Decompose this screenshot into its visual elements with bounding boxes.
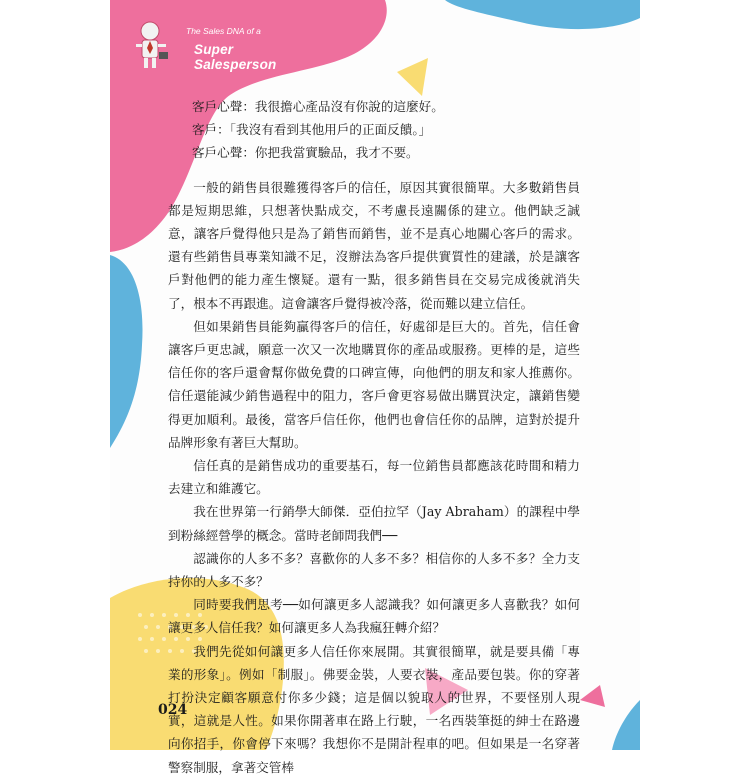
body-text: [168, 95, 580, 779]
quote-line: 客戶心聲：我很擔心產品沒有你說的這麼好。: [191, 99, 444, 114]
pink-triangle-corner: [580, 685, 605, 707]
book-logo: [128, 18, 288, 73]
blue-blob-bottom-right: [612, 700, 640, 750]
paragraph: 我在世界第一行銷學大師傑．亞伯拉罕（Jay Abraham）的課程中學到粉絲經營學的概念。當時老師問我們──: [168, 504, 580, 543]
paragraph: 同時要我們思考──如何讓更多人認識我？如何讓更多人喜歡我？如何讓更多人信任我？如何讓更多人為我瘋狂轉介紹？: [168, 597, 580, 636]
quote-line: 客戶心聲：你把我當實驗品，我才不要。: [191, 145, 419, 161]
blue-blob-left: [110, 255, 143, 448]
book-page: [110, 0, 640, 775]
paragraph: 信任真的是銷售成功的重要基石，每一位銷售員都應該花時間和精力去建立和維護它。: [168, 458, 580, 497]
blue-blob-top: [445, 0, 640, 29]
paragraph: 認識你的人多不多？喜歡你的人多不多？相信你的人多不多？全力支持你的人多不多？: [168, 550, 580, 590]
paragraph: 但如果銷售員能夠贏得客戶的信任，好處卻是巨大的。首先，信任會讓客戶更忠誠，願意一次又一次地購買你的產品或服務。更棒的是，這些信任你的客戶還會幫你做免費的口碑宣傳，向他們的朋友和家人推薦你。信任還能減少銷售過程中的阻力，客戶會更容易做出購買決定，讓銷售變得更加順利。最後，當客戶信任你，他們也會信任你的品牌，這對於提升品牌形象有著巨大幫助。: [168, 318, 580, 450]
paragraph: 我們先從如何讓更多人信任你來展開。其實很簡單，就是要具備「專業的形象」。例如「制服」。佛要金裝，人要衣裝，產品要包裝。你的穿著打扮決定顧客願意付你多少錢；這是個以貌取人的世界，不要怪別人現實，這就是人性。如果你開著車在路上行駛，一名西裝筆挺的紳士在路邊向你招手，你會停下來嗎？我想你不是開計程車的吧。但如果是一名穿著警察制服，拿著交管棒: [168, 643, 580, 775]
logo-subtitle: The Sales DNA of a: [186, 26, 261, 36]
salesperson-mascot-icon: [128, 18, 178, 73]
page-number: 024: [158, 702, 188, 718]
quote-line: 客戶：「我沒有看到其他用戶的正面反饋。」: [191, 122, 432, 138]
yellow-triangle: [397, 58, 428, 96]
logo-title: Super Salesperson: [194, 42, 277, 72]
paragraph-gap: [168, 165, 580, 176]
paragraph: 一般的銷售員很難獲得客戶的信任，原因其實很簡單。大多數銷售員都是短期思維，只想著快點成交，不考慮長遠關係的建立。他們缺乏誠意，讓客戶覺得他只是為了銷售而銷售，並不是真心地關心客戶的需求。還有些銷售員專業知識不足，沒辦法為客戶提供實質性的建議，於是讓客戶對他們的能力產生懷疑。還有一點，很多銷售員在交易完成後就消失了，根本不再跟進。這會讓客戶覺得被冷落，從而難以建立信任。: [168, 179, 580, 311]
